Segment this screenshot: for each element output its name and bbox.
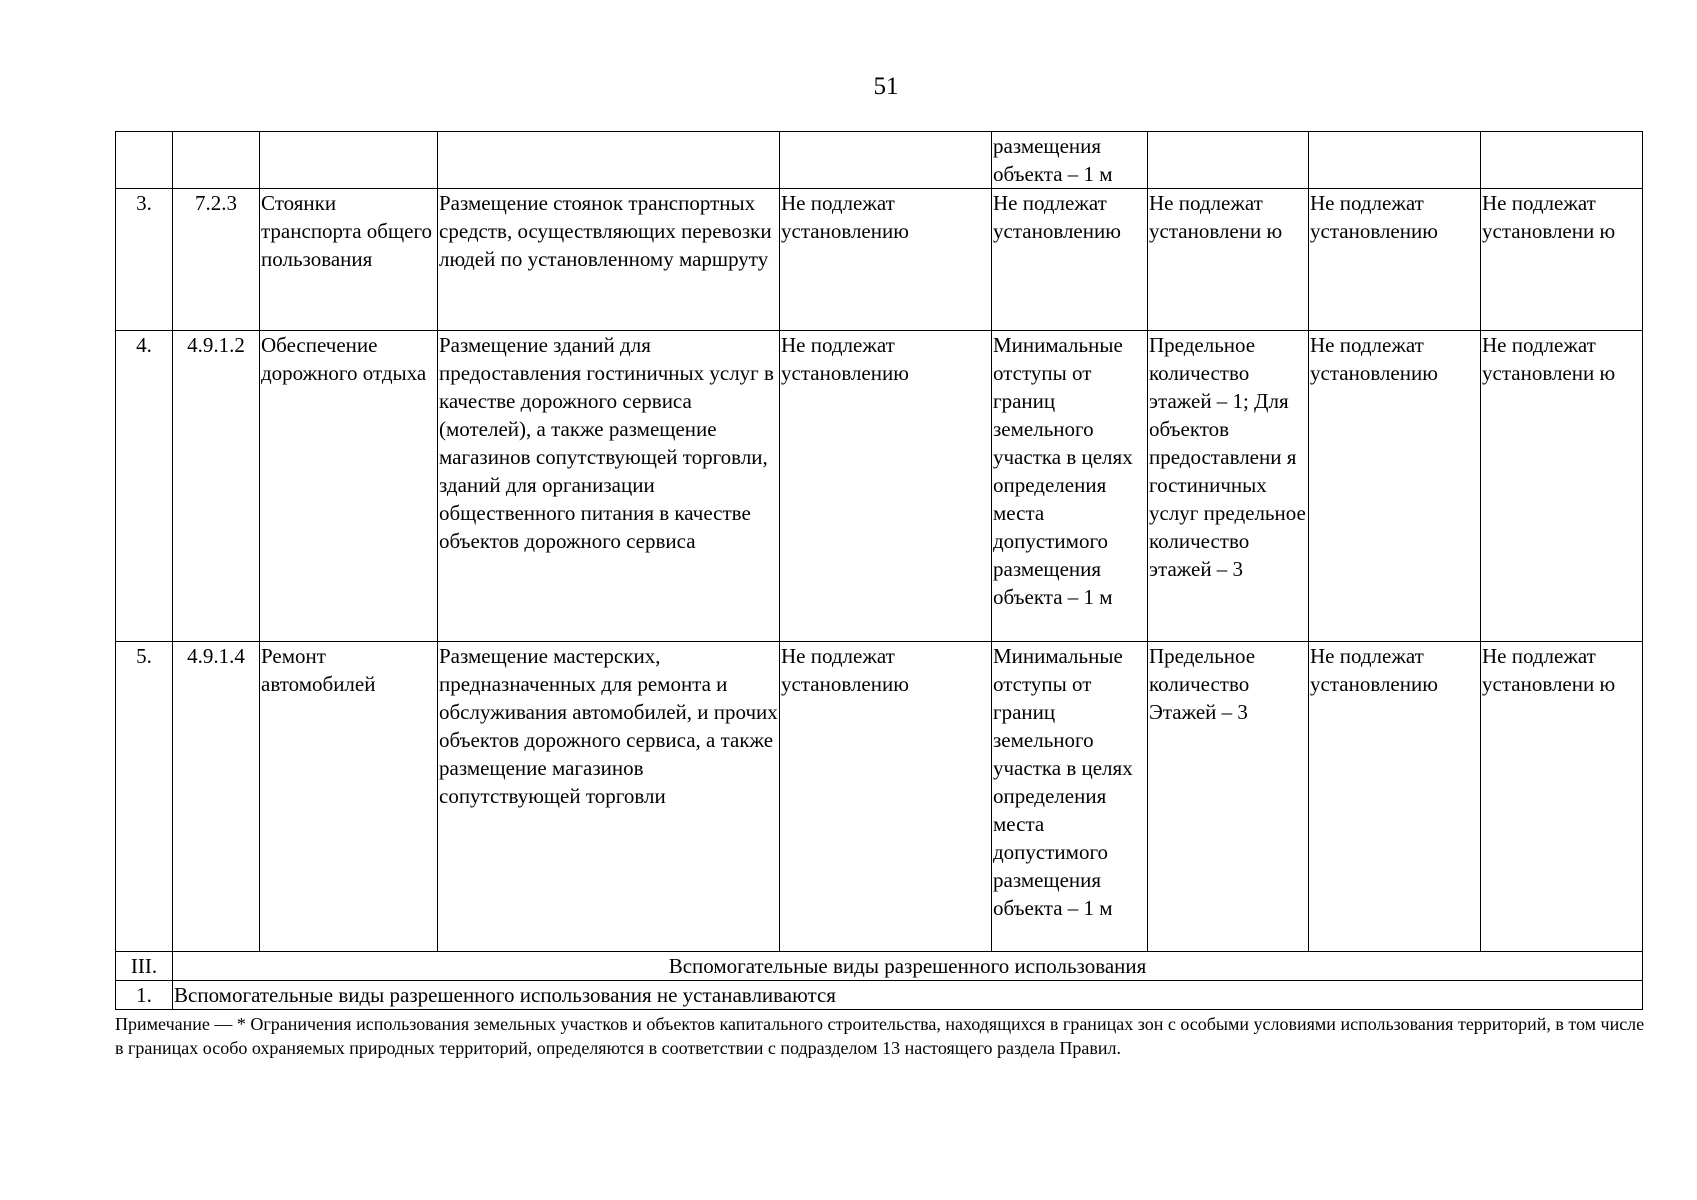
cell-col6: размещения объекта – 1 м [992, 132, 1148, 189]
cell-col9 [1481, 132, 1643, 189]
cell-col7: Не подлежат установлени ю [1148, 189, 1309, 331]
cell-description: Размещение зданий для предоставления гостиничных услуг в качестве дорожного сервиса (мотелей), а также размещение магазинов сопутствующей торговли, зданий для организации общественного питания в качестве объектов дорожного сервиса [438, 331, 780, 642]
cell-description: Размещение мастерских, предназначенных для ремонта и обслуживания автомобилей, и прочих объектов дорожного сервиса, а также размещение магазинов сопутствующей торговли [438, 642, 780, 952]
table-row [116, 642, 1643, 952]
cell-name: Обеспечение дорожного отдыха [260, 331, 438, 642]
cell-code: 7.2.3 [173, 189, 260, 331]
cell-col5: Не подлежат установлению [780, 331, 992, 642]
cell-col9: Не подлежат установлени ю [1481, 189, 1643, 331]
cell-col8 [1309, 132, 1481, 189]
table-row-continuation [116, 132, 1643, 189]
cell-code: 4.9.1.2 [173, 331, 260, 642]
cell-code: 4.9.1.4 [173, 642, 260, 952]
cell-col7 [1148, 132, 1309, 189]
cell-num [116, 132, 173, 189]
cell-description [438, 132, 780, 189]
table-row-aux [116, 981, 1643, 1010]
cell-name [260, 132, 438, 189]
section-title: Вспомогательные виды разрешенного использования [173, 952, 1643, 981]
permitted-use-table [115, 131, 1643, 1010]
cell-num: 4. [116, 331, 173, 642]
cell-name: Ремонт автомобилей [260, 642, 438, 952]
cell-col5 [780, 132, 992, 189]
page-number: 51 [873, 73, 899, 100]
cell-col8: Не подлежат установлению [1309, 189, 1481, 331]
cell-col9: Не подлежат установлени ю [1481, 642, 1643, 952]
cell-num: 3. [116, 189, 173, 331]
cell-col7: Предельное количество этажей – 1; Для объектов предоставлени я гостиничных услуг предельное количество этажей – 3 [1148, 331, 1309, 642]
cell-col6: Минимальные отступы от границ земельного участка в целях определения места допустимого размещения объекта – 1 м [992, 642, 1148, 952]
cell-num: 5. [116, 642, 173, 952]
cell-aux-text: Вспомогательные виды разрешенного использования не устанавливаются [173, 981, 1643, 1010]
cell-code [173, 132, 260, 189]
cell-col8: Не подлежат установлению [1309, 642, 1481, 952]
cell-name: Стоянки транспорта общего пользования [260, 189, 438, 331]
cell-col9: Не подлежат установлени ю [1481, 331, 1643, 642]
cell-col8: Не подлежат установлению [1309, 331, 1481, 642]
cell-col6: Минимальные отступы от границ земельного участка в целях определения места допустимого размещения объекта – 1 м [992, 331, 1148, 642]
table-row [116, 331, 1643, 642]
footnote: Примечание — * Ограничения использования земельных участков и объектов капитального строительства, находящихся в границах зон с особыми условиями использования территорий, в том числе в границах особо охраняемых природных территорий, определяются в соответствии с подразделом 13 настоящего раздела Правил. [115, 1014, 1645, 1058]
cell-col7: Предельное количество Этажей – 3 [1148, 642, 1309, 952]
cell-col5: Не подлежат установлению [780, 189, 992, 331]
cell-col5: Не подлежат установлению [780, 642, 992, 952]
cell-col6: Не подлежат установлению [992, 189, 1148, 331]
section-num: III. [116, 952, 173, 981]
cell-num: 1. [116, 981, 173, 1010]
cell-description: Размещение стоянок транспортных средств, осуществляющих перевозки людей по установленному маршруту [438, 189, 780, 331]
table-section-row [116, 952, 1643, 981]
table-row [116, 189, 1643, 331]
